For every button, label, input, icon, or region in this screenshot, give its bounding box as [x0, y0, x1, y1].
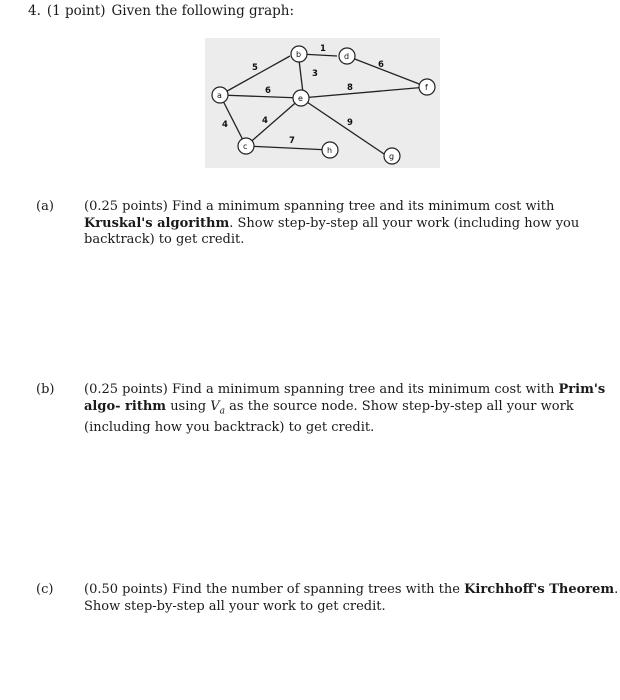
part-b-using: using — [170, 398, 207, 414]
part-c-instructions: . Show step-by-step all your work to get credit. — [84, 582, 619, 614]
question-text: Given the following graph: — [111, 3, 295, 19]
question-points: (1 point) — [46, 3, 106, 19]
edge-e-g — [301, 98, 387, 156]
node-d — [339, 48, 355, 64]
part-a — [36, 199, 620, 249]
svg-text:e: e — [298, 94, 303, 103]
weight-c-e: 4 — [262, 116, 268, 126]
part-a-text: Find a minimum spanning tree and its minimum cost with — [171, 199, 555, 214]
weight-b-d: 1 — [320, 44, 326, 54]
part-c-label: (c) — [36, 582, 54, 597]
edge-b-e — [299, 60, 303, 93]
edge-e-f — [301, 87, 427, 98]
part-a-instructions: . Show step-by-step all your work (including how you backtrack) to get credit. — [84, 215, 580, 247]
part-a-algorithm: Kruskal's algorithm — [84, 215, 230, 231]
svg-text:a: a — [217, 91, 222, 100]
part-b-points: (0.25 points) — [84, 382, 168, 397]
svg-text:c: c — [243, 142, 248, 151]
part-b-source-sub: a — [219, 406, 225, 417]
weight-d-f: 6 — [378, 60, 384, 70]
svg-text:d: d — [344, 52, 350, 61]
node-a — [212, 87, 228, 103]
edge-a-b — [220, 56, 290, 95]
node-c — [238, 138, 254, 154]
svg-text:h: h — [327, 146, 333, 155]
part-c-text: Find the number of spanning trees with the — [171, 582, 460, 597]
part-b-instructions: as the source node. Show step-by-step all your work (including how you backtrack) to get credit. — [84, 398, 574, 435]
weight-e-g: 9 — [347, 118, 353, 128]
graph-svg — [205, 38, 440, 168]
node-g — [384, 148, 400, 164]
node-e — [293, 90, 309, 106]
node-f — [419, 79, 435, 95]
part-c-theorem: Kirchhoff's Theorem — [464, 582, 615, 597]
weight-a-c: 4 — [222, 120, 228, 130]
part-a-points: (0.25 points) — [84, 199, 168, 214]
node-b — [291, 46, 307, 62]
edge-a-e — [220, 95, 301, 98]
edge-d-f — [347, 56, 427, 87]
svg-text:b: b — [296, 50, 302, 59]
svg-text:f: f — [425, 83, 428, 92]
graph-figure — [205, 38, 440, 168]
edge-c-h — [246, 146, 330, 150]
svg-text:g: g — [389, 152, 395, 161]
weight-b-e: 3 — [312, 69, 318, 79]
part-a-label: (a) — [36, 199, 54, 214]
weight-a-b: 5 — [252, 63, 258, 73]
weight-a-e: 6 — [265, 86, 271, 96]
weight-c-h: 7 — [289, 136, 295, 146]
part-c — [36, 582, 620, 615]
weight-e-f: 8 — [347, 83, 353, 93]
part-b-source-var: V — [210, 398, 220, 414]
part-b-label: (b) — [36, 382, 55, 397]
node-h — [322, 142, 338, 158]
part-b — [36, 382, 620, 436]
part-b-text: Find a minimum spanning tree and its minimum cost with — [171, 382, 555, 397]
part-b-algorithm: Prim's algo- rithm — [84, 382, 606, 414]
question-number: 4. — [28, 3, 41, 19]
question-header — [28, 3, 300, 19]
part-c-points: (0.50 points) — [84, 582, 168, 597]
